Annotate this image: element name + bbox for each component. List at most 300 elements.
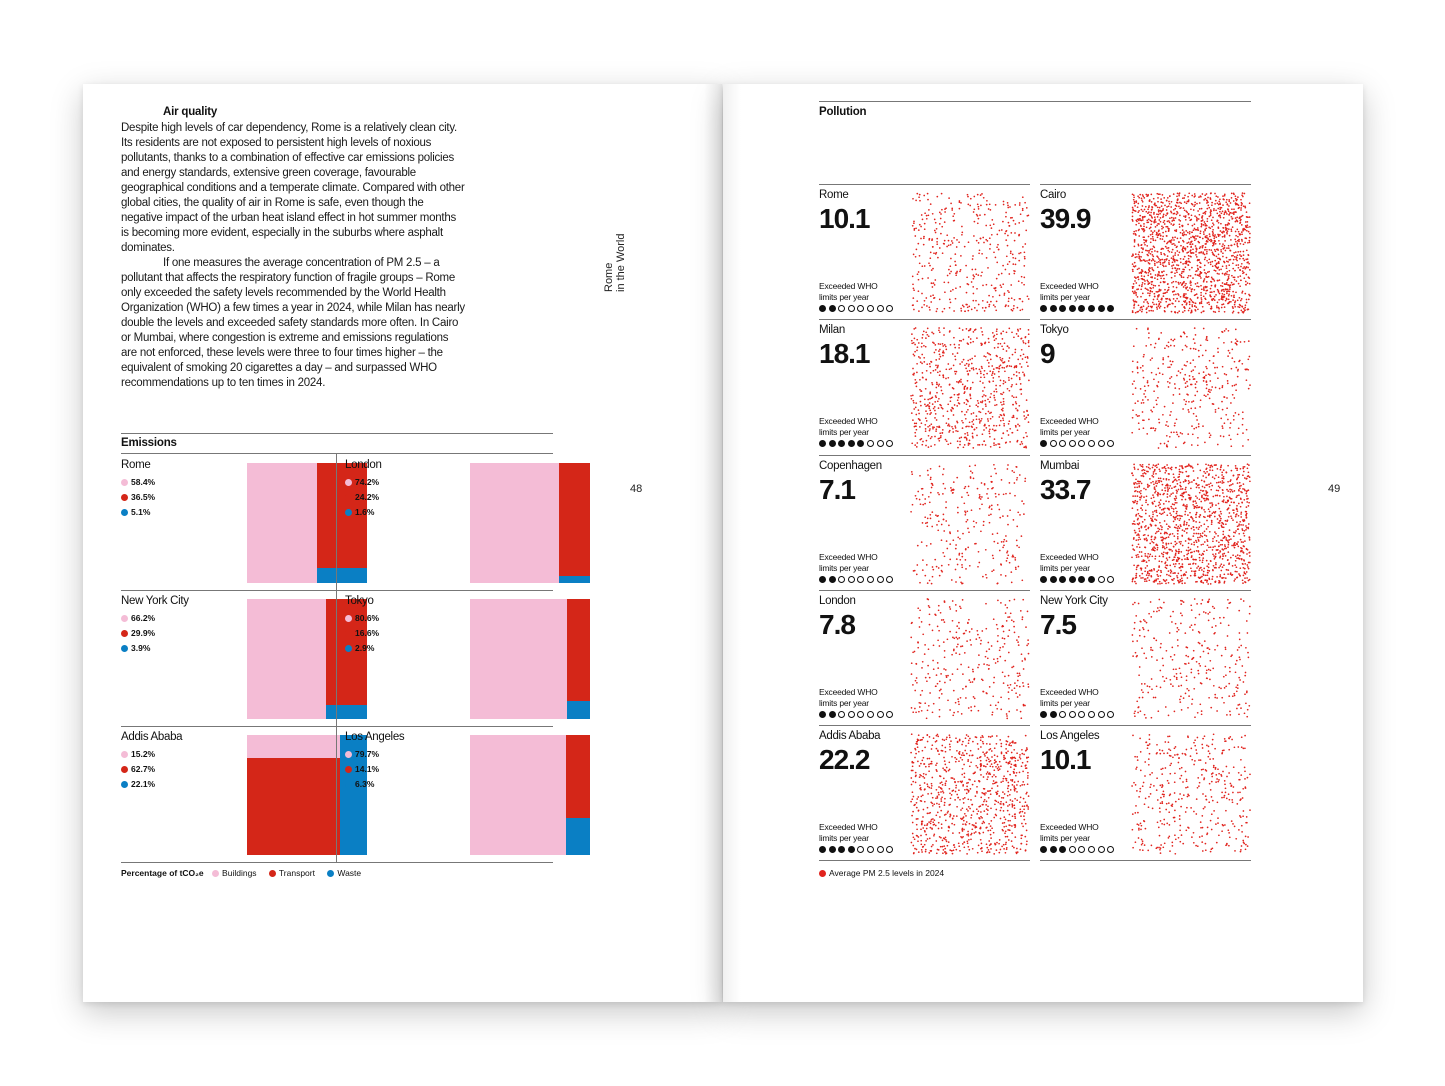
pm-dot [919, 194, 921, 196]
pm-dot [958, 397, 960, 399]
pm-dot [1233, 259, 1235, 261]
pm-dot [1198, 569, 1200, 571]
pm-dot [1008, 423, 1010, 425]
pm-dot [1191, 195, 1193, 197]
pm-dot [1248, 231, 1250, 233]
pm-dot [952, 673, 954, 675]
pm-dot [916, 446, 918, 448]
pm-dot [1196, 203, 1198, 205]
pm-dot [977, 203, 979, 205]
pm-dot [1000, 420, 1002, 422]
pm-dot [1166, 274, 1168, 276]
pm-dot [1160, 478, 1162, 480]
pm-dot [1171, 282, 1173, 284]
pm-dot [1193, 302, 1195, 304]
pm-dot [1185, 293, 1187, 295]
pm-dot [955, 298, 957, 300]
pm-dot [1000, 359, 1002, 361]
pm-dot [1230, 557, 1232, 559]
pm-dot [1212, 576, 1214, 578]
pm-dot [932, 403, 934, 405]
pm-dot [985, 574, 987, 576]
pm-dot [1176, 490, 1178, 492]
pm-dot [1151, 357, 1153, 359]
pm-dot [932, 566, 934, 568]
pm-dot [947, 275, 949, 277]
pm-dot [1158, 209, 1160, 211]
pm-dot [1181, 499, 1183, 501]
pm-dot [989, 304, 991, 306]
emissions-value-row [345, 777, 379, 792]
pm-dot [925, 388, 927, 390]
pm-dot [931, 397, 933, 399]
pm-dot [913, 288, 915, 290]
pm-dot [1166, 537, 1168, 539]
pm-dot [1234, 270, 1236, 272]
pm-dot [1135, 277, 1137, 279]
pm-dot [968, 531, 970, 533]
pm-dot [1186, 554, 1188, 556]
pm-dot [1199, 536, 1201, 538]
pm-dot [1230, 484, 1232, 486]
pm-dot [1184, 582, 1186, 584]
pm-dot [1158, 560, 1160, 562]
pm-dot [1160, 570, 1162, 572]
pm-dot [1165, 301, 1167, 303]
pm-dot [1135, 575, 1137, 577]
pm-dot [1223, 396, 1225, 398]
pm-dot [1185, 382, 1187, 384]
pm-dot [1193, 196, 1195, 198]
pm-dot [1016, 383, 1018, 385]
pm-dot [1133, 231, 1135, 233]
pm-dot [1227, 380, 1229, 382]
pm-dot [1202, 425, 1204, 427]
pm-dot [931, 511, 933, 513]
pm-dot [1223, 573, 1225, 575]
pm-dot [1247, 358, 1249, 360]
pm-dot [1191, 528, 1193, 530]
pm-dot [1195, 254, 1197, 256]
pm-dot [1230, 402, 1232, 404]
pm-dot [938, 407, 940, 409]
pm-dot [1215, 533, 1217, 535]
pm-dot [1195, 238, 1197, 240]
pm-dot [952, 242, 954, 244]
pm-dot [1023, 277, 1025, 279]
pm-dot [1179, 519, 1181, 521]
pm-dot [1146, 433, 1148, 435]
emissions-value-row [345, 641, 379, 656]
pm-dot [1233, 296, 1235, 298]
pm-dot [1164, 520, 1166, 522]
pm-dot [1227, 289, 1229, 291]
pm-dot [981, 482, 983, 484]
pm-dot [1220, 570, 1222, 572]
pm-dot [1248, 502, 1250, 504]
pm-dot [1244, 205, 1246, 207]
pm-dot [1229, 291, 1231, 293]
pm-dot [1239, 567, 1241, 569]
pm-dot [1008, 687, 1010, 689]
pm-dot [945, 507, 947, 509]
pm-dot [972, 255, 974, 257]
pm-dot [1188, 242, 1190, 244]
pm-dot [1164, 563, 1166, 565]
legend-waste [327, 868, 361, 878]
pm-dot [1186, 475, 1188, 477]
emissions-cell-new-york-city [121, 590, 329, 725]
pm-dot [1138, 210, 1140, 212]
pm-dot [1178, 474, 1180, 476]
pm-dot [1179, 518, 1181, 520]
pm-dot [957, 430, 959, 432]
pm-dot [1199, 498, 1201, 500]
pm-dot [1147, 557, 1149, 559]
pm-dot [991, 481, 993, 483]
pm-dot [1206, 498, 1208, 500]
pm-dot [1185, 506, 1187, 508]
pm-dot [956, 239, 958, 241]
pm-dot [1205, 246, 1207, 248]
pm-dot [962, 384, 964, 386]
pm-dot [1158, 477, 1160, 479]
pm-dot [978, 418, 980, 420]
pm-dot [930, 468, 932, 470]
right-page [723, 84, 1363, 1002]
pm-dot [1185, 403, 1187, 405]
pollution-city-name: Milan [819, 324, 845, 336]
pm-dot [1247, 463, 1249, 465]
pm-dot [1195, 514, 1197, 516]
pm-dot [958, 241, 960, 243]
pm-dot [943, 530, 945, 532]
pm-dot [1149, 478, 1151, 480]
pm-dot [1217, 490, 1219, 492]
pm-dot [1167, 197, 1169, 199]
pm-dot [960, 697, 962, 699]
pm-dot [1186, 558, 1188, 560]
pm-dot [1178, 370, 1180, 372]
pm-dot [982, 576, 984, 578]
pm-dot [1166, 421, 1168, 423]
pm-dot [1164, 223, 1166, 225]
pm-dot [953, 310, 955, 312]
pm-dot [1228, 434, 1230, 436]
pm-dot [1188, 310, 1190, 312]
pm-dot [1198, 487, 1200, 489]
pm-dot [1142, 464, 1144, 466]
pm-dot [986, 284, 988, 286]
pm-dot [936, 382, 938, 384]
pm-dot [1149, 295, 1151, 297]
pm-dot [918, 229, 920, 231]
pm-dot [1147, 504, 1149, 506]
pm-dot [1181, 575, 1183, 577]
pm-dot [1145, 537, 1147, 539]
pm-dot [1203, 574, 1205, 576]
pm-dot [996, 355, 998, 357]
pm-dot [1193, 413, 1195, 415]
pm-dot [1142, 196, 1144, 198]
pm-dot [1006, 331, 1008, 333]
pm-dot [1021, 349, 1023, 351]
pm-dot [1184, 364, 1186, 366]
pm-dot [933, 282, 935, 284]
pm-dot [1195, 570, 1197, 572]
pm-dot [1022, 301, 1024, 303]
pm-dot [1240, 524, 1242, 526]
pm-dot [1192, 504, 1194, 506]
pm-dot [1137, 276, 1139, 278]
pm-dot [943, 519, 945, 521]
pm-dot [1207, 205, 1209, 207]
pm-dot [1175, 446, 1177, 448]
pm-dot [1184, 256, 1186, 258]
pm-dot [1005, 441, 1007, 443]
pm-dot [1211, 386, 1213, 388]
pm-dot [1218, 552, 1220, 554]
pm-dot [926, 218, 928, 220]
emissions-city-name: Tokyo [345, 595, 374, 607]
pm-dot [1146, 260, 1148, 262]
pm-dot [931, 526, 933, 528]
pm-dot [1240, 209, 1242, 211]
pm-dot [1158, 468, 1160, 470]
pm-dot [1206, 381, 1208, 383]
pm-dot [1192, 535, 1194, 537]
pm-dot [1028, 380, 1030, 382]
pm-dot [1212, 570, 1214, 572]
pm-dot [1194, 193, 1196, 195]
pm-dot [1222, 526, 1224, 528]
pm-dot [1224, 311, 1226, 313]
pm-dot [1195, 306, 1197, 308]
pm-dot [1135, 387, 1137, 389]
pm-dot [1193, 209, 1195, 211]
pm-dot [1150, 409, 1152, 411]
pm-dot [965, 418, 967, 420]
pm-dot [1148, 464, 1150, 466]
pm-dot [1201, 495, 1203, 497]
pm-dot [1239, 305, 1241, 307]
pm-dot [1016, 526, 1018, 528]
pm-dot [1208, 304, 1210, 306]
pm-dot [1006, 718, 1008, 720]
pm-dot [1149, 250, 1151, 252]
pm-dot [915, 407, 917, 409]
pm-dot [1189, 512, 1191, 514]
pm-dot [1221, 548, 1223, 550]
pm-dot [1240, 341, 1242, 343]
pm-dot [988, 306, 990, 308]
pm-dot [1190, 348, 1192, 350]
pm-dot [965, 521, 967, 523]
pm-dot [952, 431, 954, 433]
pm-dot [1192, 243, 1194, 245]
pm-dot [960, 379, 962, 381]
pm-dot [1206, 580, 1208, 582]
pm-dot [1137, 554, 1139, 556]
air-quality-paragraph-1: Despite high levels of car dependency, Rome is a relatively clean city. Its residents are not exposed to persistent high levels of noxious pollutants, thanks to a combination of effective car emissions policies and energy standards, extensive green coverage, favourable geographical conditions and a temperate climate. Compared with other global cities, the quality of air in Rome is safe, even though the negative impact of the urban heat island effect in hot summer months is becoming more evident, especially in the suburbs where asphalt dominates. [121, 122, 465, 254]
pm-dot [1158, 223, 1160, 225]
pm-dot [1222, 553, 1224, 555]
pm-dot [1235, 560, 1237, 562]
pm-dot [1023, 503, 1025, 505]
pm-dot [1221, 331, 1223, 333]
pm-dot [994, 397, 996, 399]
pm-dot [1132, 545, 1134, 547]
pm-dot [941, 193, 943, 195]
pm-dot [930, 295, 932, 297]
pm-dot [1227, 419, 1229, 421]
pm-dot [1002, 547, 1004, 549]
pm-dot [1155, 505, 1157, 507]
pm-dot [1166, 206, 1168, 208]
pm-dot [1179, 274, 1181, 276]
pm-dot [1231, 489, 1233, 491]
pm-dot [934, 352, 936, 354]
pm-dot [1245, 284, 1247, 286]
pm-dot [1006, 430, 1008, 432]
pm-dot [1152, 258, 1154, 260]
pm-dot [1152, 233, 1154, 235]
pm-dot [1170, 210, 1172, 212]
pm-dot [1233, 294, 1235, 296]
pm-dot [919, 357, 921, 359]
pm-dot [961, 496, 963, 498]
pm-dot [1205, 472, 1207, 474]
pm-dot [1179, 471, 1181, 473]
pm-dot [1165, 265, 1167, 267]
pm-dot [995, 473, 997, 475]
pm-dot [928, 435, 930, 437]
pm-dot [1189, 307, 1191, 309]
pm-dot [1139, 499, 1141, 501]
pm-dot [1226, 213, 1228, 215]
pm-dot [1222, 489, 1224, 491]
pm-dot [1164, 347, 1166, 349]
pm-dot [916, 193, 918, 195]
pm-dot [911, 412, 913, 414]
pm-dot [1157, 368, 1159, 370]
pm-dot [957, 399, 959, 401]
pm-dot [1227, 573, 1229, 575]
pm-dot [1133, 467, 1135, 469]
pm-dot [1231, 255, 1233, 257]
pm-dot [1221, 245, 1223, 247]
pm-dot [1013, 471, 1015, 473]
pm-dot [1162, 238, 1164, 240]
pm-dot [1017, 329, 1019, 331]
pm-dot [1247, 221, 1249, 223]
pm-dot [1234, 544, 1236, 546]
pm-dot [926, 440, 928, 442]
pm-dot [1215, 553, 1217, 555]
pm-dot [1138, 513, 1140, 515]
pm-dot [977, 444, 979, 446]
pm-dot [1137, 361, 1139, 363]
pm-dot [1184, 285, 1186, 287]
pm-dot [954, 261, 956, 263]
pm-dot [1002, 283, 1004, 285]
pm-dot [1203, 233, 1205, 235]
pm-dot [1178, 479, 1180, 481]
pm-dot [1246, 266, 1248, 268]
pm-dot [1016, 371, 1018, 373]
exceeded-who-label [1040, 416, 1099, 438]
pm-dot [935, 369, 937, 371]
pm-dot [1159, 193, 1161, 195]
pm-dot [1006, 557, 1008, 559]
pm-dot [1195, 283, 1197, 285]
pm-dot [1188, 465, 1190, 467]
pm-dot [1151, 569, 1153, 571]
pm-dot [988, 411, 990, 413]
pm-dot [1188, 255, 1190, 257]
filled-circle-icon [1069, 576, 1076, 583]
pm-dot [934, 219, 936, 221]
pm-dot [1212, 504, 1214, 506]
pm-dot [1217, 202, 1219, 204]
pm-dot [971, 269, 973, 271]
pm-dot [1172, 572, 1174, 574]
pm-dot [1175, 497, 1177, 499]
pm-dot [1185, 499, 1187, 501]
emissions-value-row [121, 626, 155, 641]
pm-dot [1154, 430, 1156, 432]
pm-dot [1167, 255, 1169, 257]
pm-dot [1011, 470, 1013, 472]
pm-dot [1137, 268, 1139, 270]
pm-dot [1191, 371, 1193, 373]
waste-dot-icon [345, 645, 352, 652]
pm-dot [1173, 217, 1175, 219]
pm-dot [1226, 291, 1228, 293]
pm-dot [1204, 531, 1206, 533]
pm-dot [1218, 546, 1220, 548]
pm-dot [1211, 578, 1213, 580]
pm-dot [966, 363, 968, 365]
pm-dot [1201, 302, 1203, 304]
exceeded-who-rating [1040, 576, 1130, 585]
transport-value: 16.6% [355, 628, 380, 638]
pm-dot [964, 514, 966, 516]
pm-dot [1024, 480, 1026, 482]
pm-dot [1169, 534, 1171, 536]
pm-dot [1222, 492, 1224, 494]
pm-dot [939, 299, 941, 301]
pm-dot [1236, 229, 1238, 231]
section-vertical-title [603, 234, 627, 293]
pm-dot [1019, 694, 1021, 696]
pm-dot [1214, 260, 1216, 262]
pm-dot [915, 495, 917, 497]
pm-dot [1226, 199, 1228, 201]
waste-value: 1.6% [355, 507, 375, 517]
pm-dot [1194, 305, 1196, 307]
pm-dot [1231, 216, 1233, 218]
pm-dot [1199, 406, 1201, 408]
pm-dot [1222, 285, 1224, 287]
pm-dot [1018, 546, 1020, 548]
pm-dot [1207, 495, 1209, 497]
pm-dot [1208, 546, 1210, 548]
pm-dot [1231, 212, 1233, 214]
pm-dot [921, 395, 923, 397]
pm-dot [1242, 267, 1244, 269]
pm-dot [1004, 660, 1006, 662]
